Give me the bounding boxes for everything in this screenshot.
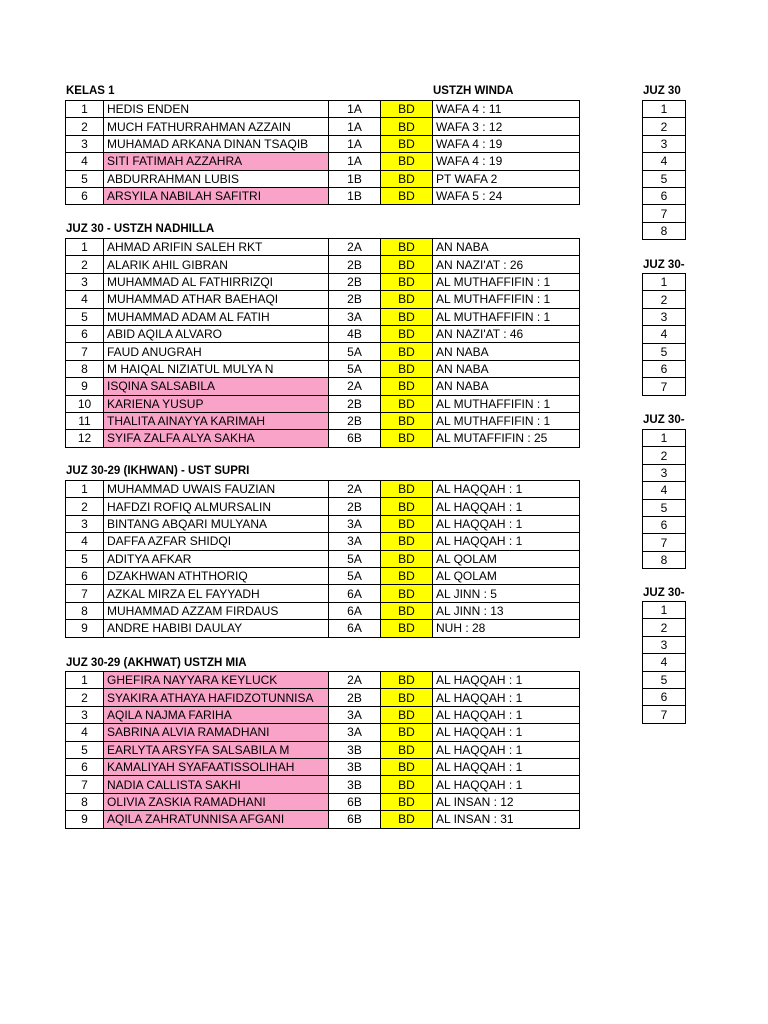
progress-cell: AL JINN : 13 — [433, 602, 580, 619]
row-number-cell: 8 — [66, 602, 104, 619]
side-number-cell: 4 — [643, 654, 686, 671]
progress-cell: NUH : 28 — [433, 620, 580, 637]
row-number-cell: 6 — [66, 758, 104, 775]
class-cell: 2A — [329, 672, 381, 689]
table-row — [66, 758, 580, 775]
table-row — [66, 187, 580, 204]
table-row — [643, 482, 686, 499]
table-row — [66, 515, 580, 532]
table-row — [66, 550, 580, 567]
table-row — [66, 689, 580, 706]
class-cell: 2A — [329, 239, 381, 256]
class-cell: 1B — [329, 187, 381, 204]
progress-cell: AL HAQQAH : 1 — [433, 706, 580, 723]
status-badge-cell: BD — [381, 724, 433, 741]
table-row — [643, 360, 686, 377]
class-cell: 2B — [329, 395, 381, 412]
progress-cell: AL INSAN : 31 — [433, 811, 580, 828]
progress-cell: AN NABA — [433, 343, 580, 360]
status-badge-cell: BD — [381, 567, 433, 584]
student-name-cell: ALARIK AHIL GIBRAN — [104, 256, 329, 273]
student-name-cell: ABID AQILA ALVARO — [104, 325, 329, 342]
student-name-cell: SYAKIRA ATHAYA HAFIDZOTUNNISA — [104, 689, 329, 706]
table-row — [643, 153, 686, 170]
student-name-cell: ISQINA SALSABILA — [104, 378, 329, 395]
side-number-cell: 2 — [643, 291, 686, 308]
student-name-cell: AQILA ZAHRATUNNISA AFGANI — [104, 811, 329, 828]
class-cell: 1B — [329, 170, 381, 187]
table-row — [643, 688, 686, 705]
status-badge-cell: BD — [381, 395, 433, 412]
progress-cell: WAFA 4 : 11 — [433, 101, 580, 118]
row-number-cell: 7 — [66, 343, 104, 360]
table-row — [66, 273, 580, 290]
table-row — [643, 430, 686, 447]
progress-cell: WAFA 3 : 12 — [433, 118, 580, 135]
table-row — [643, 499, 686, 516]
student-name-cell: M HAIQAL NIZIATUL MULYA N — [104, 360, 329, 377]
class-cell: 6A — [329, 620, 381, 637]
row-number-cell: 6 — [66, 187, 104, 204]
row-number-cell: 8 — [66, 360, 104, 377]
progress-cell: AL HAQQAH : 1 — [433, 481, 580, 498]
section-header-mia: JUZ 30-29 (AKHWAT) USTZH MIA — [66, 657, 247, 669]
table-row — [66, 378, 580, 395]
row-number-cell: 3 — [66, 135, 104, 152]
row-number-cell: 3 — [66, 706, 104, 723]
side-number-cell: 8 — [643, 222, 686, 239]
student-name-cell: ARSYILA NABILAH SAFITRI — [104, 187, 329, 204]
class-cell: 6B — [329, 793, 381, 810]
progress-cell: AL MUTHAFFIFIN : 1 — [433, 395, 580, 412]
table-row — [66, 239, 580, 256]
table-row — [66, 135, 580, 152]
table-row — [66, 395, 580, 412]
progress-cell: WAFA 4 : 19 — [433, 135, 580, 152]
status-badge-cell: BD — [381, 481, 433, 498]
section-header-kelas: KELAS 1 — [66, 85, 115, 97]
class-cell: 3A — [329, 706, 381, 723]
class-cell: 5A — [329, 550, 381, 567]
side-number-table — [642, 601, 686, 724]
table-row — [66, 308, 580, 325]
table-row — [66, 602, 580, 619]
side-number-cell: 7 — [643, 205, 686, 222]
progress-cell: AN NABA — [433, 239, 580, 256]
row-number-cell: 2 — [66, 118, 104, 135]
table-row — [643, 101, 686, 118]
status-badge-cell: BD — [381, 187, 433, 204]
table-row — [66, 741, 580, 758]
status-badge-cell: BD — [381, 776, 433, 793]
table-row — [643, 135, 686, 152]
table-row — [66, 706, 580, 723]
table-row — [66, 256, 580, 273]
status-badge-cell: BD — [381, 308, 433, 325]
class-cell: 5A — [329, 343, 381, 360]
progress-cell: AL HAQQAH : 1 — [433, 776, 580, 793]
class-cell: 3A — [329, 533, 381, 550]
table-row — [66, 724, 580, 741]
table-row — [66, 533, 580, 550]
row-number-cell: 6 — [66, 325, 104, 342]
side-number-table — [642, 429, 686, 569]
table-row — [66, 170, 580, 187]
student-name-cell: SABRINA ALVIA RAMADHANI — [104, 724, 329, 741]
row-number-cell: 3 — [66, 515, 104, 532]
student-name-cell: ADITYA AFKAR — [104, 550, 329, 567]
side-number-cell: 3 — [643, 464, 686, 481]
side-number-cell: 1 — [643, 602, 686, 619]
status-badge-cell: BD — [381, 325, 433, 342]
side-number-cell: 4 — [643, 482, 686, 499]
table-row — [643, 654, 686, 671]
class-cell: 2B — [329, 273, 381, 290]
row-number-cell: 5 — [66, 550, 104, 567]
table-row — [643, 308, 686, 325]
table-row — [643, 326, 686, 343]
side-number-cell: 6 — [643, 187, 686, 204]
student-name-cell: MUHAMMAD ADAM AL FATIH — [104, 308, 329, 325]
progress-cell: AL HAQQAH : 1 — [433, 758, 580, 775]
table-row — [643, 516, 686, 533]
row-number-cell: 2 — [66, 689, 104, 706]
class-cell: 2B — [329, 256, 381, 273]
progress-cell: AL HAQQAH : 1 — [433, 689, 580, 706]
student-name-cell: AZKAL MIRZA EL FAYYADH — [104, 585, 329, 602]
table-row — [643, 636, 686, 653]
side-number-cell: 3 — [643, 135, 686, 152]
class-cell: 2B — [329, 412, 381, 429]
table-row — [643, 378, 686, 395]
progress-cell: AL HAQQAH : 1 — [433, 533, 580, 550]
student-name-cell: DAFFA AZFAR SHIDQI — [104, 533, 329, 550]
status-badge-cell: BD — [381, 672, 433, 689]
status-badge-cell: BD — [381, 291, 433, 308]
table-row — [66, 412, 580, 429]
table-row — [66, 101, 580, 118]
progress-cell: WAFA 5 : 24 — [433, 187, 580, 204]
row-number-cell: 1 — [66, 239, 104, 256]
status-badge-cell: BD — [381, 256, 433, 273]
class-cell: 2A — [329, 481, 381, 498]
student-name-cell: FAUD ANUGRAH — [104, 343, 329, 360]
side-table-header: JUZ 30 — [643, 85, 681, 97]
row-number-cell: 1 — [66, 481, 104, 498]
side-number-cell: 7 — [643, 706, 686, 723]
progress-cell: AN NABA — [433, 360, 580, 377]
table-row — [66, 567, 580, 584]
row-number-cell: 7 — [66, 585, 104, 602]
row-number-cell: 9 — [66, 620, 104, 637]
table-row — [643, 291, 686, 308]
status-badge-cell: BD — [381, 706, 433, 723]
student-name-cell: EARLYTA ARSYFA SALSABILA M — [104, 741, 329, 758]
table-row — [66, 811, 580, 828]
table-row — [643, 602, 686, 619]
row-number-cell: 12 — [66, 430, 104, 447]
progress-cell: AN NAZI'AT : 26 — [433, 256, 580, 273]
status-badge-cell: BD — [381, 378, 433, 395]
student-table-supri — [65, 480, 580, 638]
row-number-cell: 1 — [66, 101, 104, 118]
row-number-cell: 4 — [66, 291, 104, 308]
table-row — [643, 464, 686, 481]
status-badge-cell: BD — [381, 343, 433, 360]
row-number-cell: 4 — [66, 153, 104, 170]
progress-cell: AL QOLAM — [433, 550, 580, 567]
table-row — [66, 118, 580, 135]
student-name-cell: MUHAMMAD ATHAR BAEHAQI — [104, 291, 329, 308]
class-cell: 3A — [329, 724, 381, 741]
progress-cell: AL HAQQAH : 1 — [433, 724, 580, 741]
side-number-cell: 2 — [643, 118, 686, 135]
status-badge-cell: BD — [381, 689, 433, 706]
student-name-cell: MUHAMMAD AL FATHIRRIZQI — [104, 273, 329, 290]
side-table-header: JUZ 30- — [643, 414, 685, 426]
row-number-cell: 5 — [66, 741, 104, 758]
row-number-cell: 1 — [66, 672, 104, 689]
row-number-cell: 5 — [66, 170, 104, 187]
student-name-cell: HAFDZI ROFIQ ALMURSALIN — [104, 498, 329, 515]
table-row — [643, 343, 686, 360]
table-row — [66, 620, 580, 637]
student-name-cell: KAMALIYAH SYAFAATISSOLIHAH — [104, 758, 329, 775]
class-cell: 4B — [329, 325, 381, 342]
table-row — [66, 360, 580, 377]
table-row — [643, 619, 686, 636]
row-number-cell: 3 — [66, 273, 104, 290]
side-number-cell: 4 — [643, 153, 686, 170]
row-number-cell: 2 — [66, 498, 104, 515]
student-name-cell: THALITA AINAYYA KARIMAH — [104, 412, 329, 429]
table-row — [66, 585, 580, 602]
section-header-ustzh-winda: USTZH WINDA — [433, 85, 514, 97]
progress-cell: AL HAQQAH : 1 — [433, 498, 580, 515]
class-cell: 3A — [329, 515, 381, 532]
status-badge-cell: BD — [381, 118, 433, 135]
status-badge-cell: BD — [381, 515, 433, 532]
side-number-cell: 7 — [643, 534, 686, 551]
class-cell: 3B — [329, 758, 381, 775]
student-name-cell: GHEFIRA NAYYARA KEYLUCK — [104, 672, 329, 689]
table-row — [66, 481, 580, 498]
class-cell: 1A — [329, 101, 381, 118]
side-number-cell: 7 — [643, 378, 686, 395]
class-cell: 3A — [329, 308, 381, 325]
status-badge-cell: BD — [381, 620, 433, 637]
row-number-cell: 4 — [66, 533, 104, 550]
student-name-cell: AQILA NAJMA FARIHA — [104, 706, 329, 723]
student-name-cell: MUHAMMAD AZZAM FIRDAUS — [104, 602, 329, 619]
status-badge-cell: BD — [381, 170, 433, 187]
student-name-cell: MUHAMMAD UWAIS FAUZIAN — [104, 481, 329, 498]
status-badge-cell: BD — [381, 758, 433, 775]
class-cell: 6A — [329, 585, 381, 602]
status-badge-cell: BD — [381, 135, 433, 152]
table-row — [66, 430, 580, 447]
row-number-cell: 4 — [66, 724, 104, 741]
side-table-header: JUZ 30- — [643, 259, 685, 271]
table-row — [643, 671, 686, 688]
side-number-cell: 6 — [643, 516, 686, 533]
table-row — [66, 793, 580, 810]
table-row — [643, 447, 686, 464]
row-number-cell: 6 — [66, 567, 104, 584]
status-badge-cell: BD — [381, 550, 433, 567]
side-number-cell: 5 — [643, 671, 686, 688]
student-name-cell: OLIVIA ZASKIA RAMADHANI — [104, 793, 329, 810]
table-row — [643, 170, 686, 187]
status-badge-cell: BD — [381, 412, 433, 429]
student-name-cell: MUHAMAD ARKANA DINAN TSAQIB — [104, 135, 329, 152]
student-name-cell: AHMAD ARIFIN SALEH RKT — [104, 239, 329, 256]
row-number-cell: 7 — [66, 776, 104, 793]
class-cell: 1A — [329, 135, 381, 152]
class-cell: 6A — [329, 602, 381, 619]
table-row — [643, 274, 686, 291]
progress-cell: PT WAFA 2 — [433, 170, 580, 187]
status-badge-cell: BD — [381, 239, 433, 256]
student-name-cell: KARIENA YUSUP — [104, 395, 329, 412]
side-number-cell: 5 — [643, 170, 686, 187]
status-badge-cell: BD — [381, 811, 433, 828]
status-badge-cell: BD — [381, 101, 433, 118]
class-cell: 2A — [329, 378, 381, 395]
student-name-cell: SITI FATIMAH AZZAHRA — [104, 153, 329, 170]
table-row — [643, 222, 686, 239]
row-number-cell: 11 — [66, 412, 104, 429]
class-cell: 3B — [329, 776, 381, 793]
table-row — [66, 153, 580, 170]
section-header-nadhilla: JUZ 30 - USTZH NADHILLA — [66, 223, 215, 235]
table-row — [643, 187, 686, 204]
progress-cell: AL MUTHAFFIFIN : 1 — [433, 412, 580, 429]
side-number-table — [642, 273, 686, 396]
student-name-cell: NADIA CALLISTA SAKHI — [104, 776, 329, 793]
status-badge-cell: BD — [381, 498, 433, 515]
row-number-cell: 10 — [66, 395, 104, 412]
table-row — [66, 325, 580, 342]
student-table-nadhilla — [65, 238, 580, 448]
table-row — [643, 706, 686, 723]
status-badge-cell: BD — [381, 153, 433, 170]
table-row — [66, 776, 580, 793]
table-row — [66, 672, 580, 689]
class-cell: 5A — [329, 360, 381, 377]
table-row — [66, 498, 580, 515]
table-row — [643, 205, 686, 222]
row-number-cell: 2 — [66, 256, 104, 273]
side-number-cell: 6 — [643, 688, 686, 705]
status-badge-cell: BD — [381, 533, 433, 550]
status-badge-cell: BD — [381, 585, 433, 602]
side-number-cell: 2 — [643, 619, 686, 636]
table-row — [66, 291, 580, 308]
student-table-kelas-1 — [65, 100, 580, 205]
student-name-cell: ANDRE HABIBI DAULAY — [104, 620, 329, 637]
row-number-cell: 8 — [66, 793, 104, 810]
class-cell: 6B — [329, 430, 381, 447]
progress-cell: AL JINN : 5 — [433, 585, 580, 602]
table-row — [643, 118, 686, 135]
status-badge-cell: BD — [381, 741, 433, 758]
progress-cell: AL HAQQAH : 1 — [433, 515, 580, 532]
student-name-cell: DZAKHWAN ATHTHORIQ — [104, 567, 329, 584]
side-number-cell: 5 — [643, 343, 686, 360]
progress-cell: AN NAZI'AT : 46 — [433, 325, 580, 342]
progress-cell: AL HAQQAH : 1 — [433, 672, 580, 689]
side-number-cell: 2 — [643, 447, 686, 464]
progress-cell: AL INSAN : 12 — [433, 793, 580, 810]
side-number-cell: 1 — [643, 101, 686, 118]
progress-cell: AL MUTHAFFIFIN : 1 — [433, 308, 580, 325]
status-badge-cell: BD — [381, 430, 433, 447]
progress-cell: AL HAQQAH : 1 — [433, 741, 580, 758]
side-number-cell: 6 — [643, 360, 686, 377]
class-cell: 6B — [329, 811, 381, 828]
class-cell: 2B — [329, 498, 381, 515]
class-cell: 2B — [329, 689, 381, 706]
progress-cell: AL MUTAFFIFIN : 25 — [433, 430, 580, 447]
side-number-table — [642, 100, 686, 240]
progress-cell: WAFA 4 : 19 — [433, 153, 580, 170]
side-number-cell: 3 — [643, 636, 686, 653]
side-number-cell: 3 — [643, 308, 686, 325]
row-number-cell: 5 — [66, 308, 104, 325]
progress-cell: AL MUTHAFFIFIN : 1 — [433, 273, 580, 290]
side-number-cell: 8 — [643, 551, 686, 568]
table-row — [643, 551, 686, 568]
row-number-cell: 9 — [66, 378, 104, 395]
status-badge-cell: BD — [381, 602, 433, 619]
status-badge-cell: BD — [381, 360, 433, 377]
side-number-cell: 5 — [643, 499, 686, 516]
side-number-cell: 1 — [643, 430, 686, 447]
status-badge-cell: BD — [381, 273, 433, 290]
class-cell: 1A — [329, 153, 381, 170]
section-header-supri: JUZ 30-29 (IKHWAN) - UST SUPRI — [66, 465, 250, 477]
student-name-cell: ABDURRAHMAN LUBIS — [104, 170, 329, 187]
student-name-cell: SYIFA ZALFA ALYA SAKHA — [104, 430, 329, 447]
side-table-header: JUZ 30- — [643, 587, 685, 599]
table-row — [66, 343, 580, 360]
student-name-cell: HEDIS ENDEN — [104, 101, 329, 118]
progress-cell: AL MUTHAFFIFIN : 1 — [433, 291, 580, 308]
side-number-cell: 1 — [643, 274, 686, 291]
student-name-cell: MUCH FATHURRAHMAN AZZAIN — [104, 118, 329, 135]
student-name-cell: BINTANG ABQARI MULYANA — [104, 515, 329, 532]
progress-cell: AL QOLAM — [433, 567, 580, 584]
row-number-cell: 9 — [66, 811, 104, 828]
class-cell: 1A — [329, 118, 381, 135]
side-number-cell: 4 — [643, 326, 686, 343]
class-cell: 2B — [329, 291, 381, 308]
student-table-mia — [65, 671, 580, 829]
class-cell: 5A — [329, 567, 381, 584]
status-badge-cell: BD — [381, 793, 433, 810]
table-row — [643, 534, 686, 551]
class-cell: 3B — [329, 741, 381, 758]
progress-cell: AN NABA — [433, 378, 580, 395]
